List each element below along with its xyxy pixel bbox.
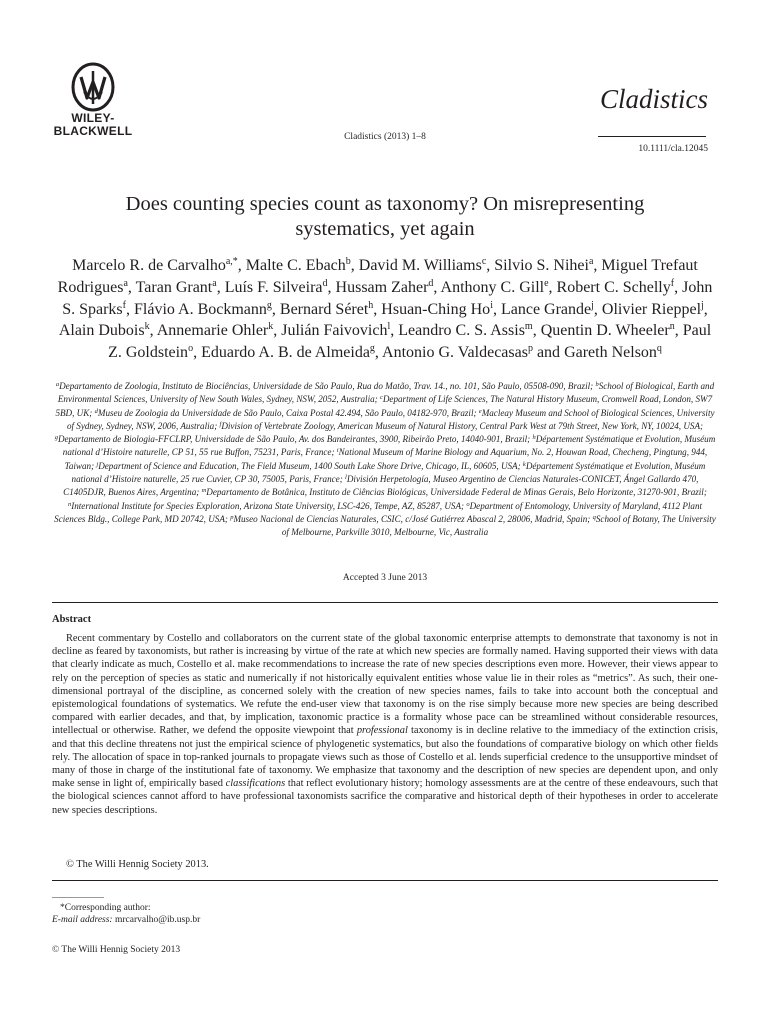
author-separator: , bbox=[593, 257, 602, 274]
author-affiliation-marker: e bbox=[544, 277, 549, 289]
affiliation-key: p bbox=[230, 513, 234, 521]
author-name: Alain Dubois bbox=[58, 322, 145, 340]
author-name: Miguel Trefaut Rodrigues bbox=[57, 257, 698, 296]
author-separator: , bbox=[433, 278, 441, 296]
author-separator: , bbox=[674, 278, 683, 296]
affiliation-key: h bbox=[532, 434, 536, 442]
affiliation-text: Departamento de Biologia-FFCLRP, Universidade de São Paulo, Av. dos Bandeirantes, 3900, Ribeirão Preto, 14040-901, Brazil; bbox=[57, 434, 531, 445]
author-name: Hussam Zaher bbox=[335, 278, 429, 296]
affiliation-text: Department of Entomology, University of Maryland, 4112 Plant Sciences Bldg., College Park, MD 20742, USA; bbox=[54, 500, 703, 524]
affiliation-text: División Herpetología, Museo Argentino de Ciencias Naturales-CONICET, Ángel Gallardo 470, C1405DJR, Buenos Aires, Argentina; bbox=[63, 474, 699, 498]
author-affiliation-marker: o bbox=[188, 343, 194, 355]
author-name: Marcelo R. de Carvalho bbox=[72, 257, 226, 274]
author-name: Silvio S. Nihei bbox=[494, 257, 589, 274]
affiliation-key: a bbox=[55, 381, 60, 388]
author-name: Paul Z. Goldstein bbox=[108, 322, 712, 362]
author-separator: , bbox=[486, 257, 495, 274]
author-name: Eduardo A. B. de Almeida bbox=[201, 344, 370, 362]
author-name: Robert C. Schelly bbox=[556, 278, 671, 296]
affiliation-text: Museo Nacional de Ciencias Naturales, CSIC, c/José Gutiérrez Abascal 2, 28006, Madrid, Spain; bbox=[233, 513, 591, 524]
author-affiliation-marker: q bbox=[656, 343, 662, 355]
affiliation-text: International Institute for Species Exploration, Arizona State University, LSC-426, Tempe, AZ, 85287, USA; bbox=[71, 500, 465, 511]
author-affiliation-marker: d bbox=[428, 277, 434, 289]
abstract-italic-term: classifications bbox=[225, 778, 286, 790]
title-line-2: systematics, yet again bbox=[295, 218, 475, 240]
abstract-body bbox=[52, 632, 718, 817]
author-affiliation-marker: a bbox=[212, 277, 217, 289]
author-affiliation-marker: c bbox=[481, 256, 487, 267]
publisher-name-line2: BLACKWELL bbox=[53, 124, 133, 138]
affiliation-key: e bbox=[478, 407, 482, 415]
abstract-text: taxonomy is in decline relative to the immediacy of the extinction crisis, and that this decline threatens not just the empirical science of phylogenetic systematics, but also the foundations of comparative biology on which other fields rely. The allocation of space in top-ranked journals to propagate views such as those of Costello et al. lends superficial credence to the unsupportive mindset of many of those in charge of the institutional fate of taxonomy. We emphasize that taxonomy and the description of new species are dependent upon, and only make sense in light of, empirically based bbox=[52, 725, 718, 790]
affiliation-text: School of Botany, The University of Melbourne, Parkville 3010, Melbourne, Vic, Australia bbox=[281, 513, 716, 538]
email-footnote bbox=[52, 915, 200, 925]
abstract-text: Recent commentary by Costello and collaborators on the current state of the global taxonomic enterprise attempts to demonstrate that taxonomy is not in decline as feared by taxonomists, but rather is increasing by virtue of the rate at which new species are formally named. Having supported their views with data that clearly indicate as much, Costello et al. make recommendations to increase the rate of new species descriptions even more. However, their views appear to rely on the perception of species as static and numerically if not historically equivalent entities whose value lie in their roles as “metrics”. As such, their one-dimensional portrayal of the discipline, as concerned solely with the creation of new species names, fails to take into account both the conceptual and epistemological foundations of systematics. We refute the end-user view that taxonomy is on the rise simply because more new species are being described compared with earlier decades, and that, by implication, taxonomic practice is a formality whose pace can be streamlined without considerable resources, intellectual or otherwise. Rather, we defend the opposite viewpoint that bbox=[52, 633, 718, 737]
affiliation-text: Département Systématique et Evolution, Muséum national d’Histoire naturelle, CP 51, 55 rue Buffon, 75231, Paris, France; bbox=[62, 434, 716, 458]
author-separator: , bbox=[127, 278, 136, 296]
author-affiliation-marker: h bbox=[368, 299, 374, 311]
author-name: Anthony C. Gill bbox=[440, 278, 545, 296]
author-name: Bernard Séret bbox=[279, 300, 369, 318]
corresponding-author-note: *Corresponding author: bbox=[60, 903, 151, 913]
author-separator: , bbox=[548, 278, 557, 296]
author-affiliation-marker: l bbox=[387, 321, 391, 333]
author-separator: , bbox=[271, 300, 280, 318]
affiliation-text: Museu de Zoologia da Universidade de São Paulo, Caixa Postal 42.494, São Paulo, 04182-970, Brazil; bbox=[97, 407, 477, 418]
author-name: Gareth Nelson bbox=[564, 344, 657, 362]
author-separator: and bbox=[532, 344, 565, 362]
email-label: E-mail address: bbox=[52, 915, 113, 925]
title-line-1: Does counting species count as taxonomy? On misrepresenting bbox=[125, 193, 645, 215]
affiliation-key: d bbox=[94, 407, 98, 415]
affiliation-key: l bbox=[345, 474, 347, 482]
author-separator: , bbox=[703, 300, 708, 318]
author-affiliation-marker: a bbox=[588, 256, 594, 267]
author-name: John S. Sparks bbox=[62, 278, 713, 318]
affiliation-text: Macleay Museum and School of Biological Sciences, University of Sydney, Sydney, NSW, 2006, Australia; bbox=[66, 407, 715, 431]
author-separator: , bbox=[532, 322, 541, 340]
affiliation-text: Departamento de Botânica, Instituto de Ciências Biológicas, Universidade Federal de Minas Gerais, Belo Horizonte, 31270-901, Brazil; bbox=[206, 487, 707, 498]
affiliation-text: Département Systématique et Evolution, Muséum national d’Histoire naturelle, 25 rue Cuvier, CP 30, 75005, Paris, France; bbox=[71, 460, 706, 485]
affiliation-text: Department of Science and Education, The Field Museum, 1400 South Lake Shore Drive, Chicago, IL, 60605, USA; bbox=[98, 460, 521, 471]
author-name: Leandro C. S. Assis bbox=[398, 322, 525, 340]
accepted-date: Accepted 3 June 2013 bbox=[342, 573, 428, 583]
author-affiliation-marker: p bbox=[527, 343, 533, 355]
affiliation-key: b bbox=[595, 381, 599, 388]
author-name: Taran Grant bbox=[135, 278, 213, 296]
author-affiliation-marker: k bbox=[268, 321, 274, 333]
author-affiliation-marker: f bbox=[122, 299, 126, 311]
author-affiliation-marker: m bbox=[524, 321, 533, 333]
affiliation-key: i bbox=[336, 447, 339, 455]
affiliation-key: j bbox=[96, 460, 99, 468]
author-name: Antonio G. Valdecasas bbox=[382, 344, 528, 362]
author-affiliation-marker: b bbox=[345, 256, 351, 267]
author-name: Lance Grande bbox=[500, 300, 592, 318]
publisher-logo bbox=[52, 62, 134, 138]
affiliation-text: Departamento de Zoologia, Instituto de Biociências, Universidade de São Paulo, Rua do Matão, Trav. 14., no. 101, São Paulo, 05508-090, Brazil; bbox=[59, 381, 594, 391]
journal-citation: Cladistics (2013) 1–8 bbox=[344, 132, 426, 142]
affiliation-key: o bbox=[466, 500, 470, 508]
author-affiliation-marker: g bbox=[369, 343, 375, 355]
affiliation-key: n bbox=[67, 500, 72, 508]
author-separator: , bbox=[193, 344, 202, 362]
author-affiliation-marker: k bbox=[144, 321, 150, 333]
author-affiliation-marker: a,* bbox=[225, 256, 238, 267]
article-title bbox=[60, 192, 710, 242]
abstract-heading: Abstract bbox=[52, 614, 92, 625]
author-name: Julián Faivovich bbox=[281, 322, 388, 340]
wiley-logo-icon bbox=[70, 62, 116, 112]
affiliation-text: Department of Life Sciences, The Natural History Museum, Cromwell Road, London, SW7 5BD, UK; bbox=[55, 394, 713, 418]
affiliation-key: k bbox=[522, 460, 526, 468]
abstract-copyright: © The Willi Hennig Society 2013. bbox=[66, 859, 209, 870]
abstract-italic-term: professional bbox=[356, 725, 408, 737]
author-affiliation-marker: j bbox=[591, 299, 594, 311]
author-name: Quentin D. Wheeler bbox=[540, 322, 670, 340]
divider bbox=[52, 880, 718, 881]
author-affiliation-marker: j bbox=[701, 299, 704, 311]
author-separator: , bbox=[327, 278, 336, 296]
author-name: Flávio A. Bockmann bbox=[134, 300, 267, 318]
affiliation-key: g bbox=[54, 434, 58, 442]
author-affiliation-marker: d bbox=[322, 277, 328, 289]
author-separator: , bbox=[674, 322, 683, 340]
author-name: Malte C. Ebach bbox=[245, 257, 346, 274]
author-separator: , bbox=[273, 322, 282, 340]
affiliation-key: q bbox=[592, 513, 596, 521]
author-separator: , bbox=[126, 300, 134, 318]
affiliation-text: National Museum of Marine Biology and Aquarium, No. 2, Houwan Road, Checheng, Pingtung, 944, Taiwan; bbox=[64, 447, 708, 471]
affiliation-text: School of Biological, Earth and Environmental Sciences, University of New South Wales, Sydney, NSW, 2052, Australia; bbox=[57, 381, 715, 405]
author-separator: , bbox=[593, 300, 602, 318]
author-separator: , bbox=[350, 257, 359, 274]
abstract-text: that reflect evolutionary history; homology assessments are at the centre of these endeavours, such that the biological sciences cannot afford to have professional taxonomists sacrifice the comparative and historical depth of their hypotheses in order to accelerate new species descriptions. bbox=[52, 778, 718, 816]
affiliations bbox=[52, 380, 718, 540]
author-name: Luís F. Silveira bbox=[224, 278, 323, 296]
author-separator: , bbox=[492, 300, 501, 318]
author-name: David M. Williams bbox=[358, 257, 482, 274]
divider bbox=[52, 602, 718, 603]
author-list bbox=[52, 255, 718, 364]
publisher-name-line1: WILEY- bbox=[71, 111, 115, 125]
affiliation-key: f bbox=[219, 420, 222, 428]
journal-rule bbox=[598, 136, 706, 137]
footer-copyright: © The Willi Hennig Society 2013 bbox=[52, 945, 181, 955]
journal-name: Cladistics bbox=[599, 84, 708, 114]
author-affiliation-marker: a bbox=[123, 277, 128, 289]
affiliation-key: m bbox=[201, 487, 207, 495]
author-affiliation-marker: i bbox=[490, 299, 493, 311]
author-separator: , bbox=[373, 300, 382, 318]
author-separator: , bbox=[237, 257, 246, 274]
author-separator: , bbox=[374, 344, 383, 362]
email-link[interactable]: mrcarvalho@ib.usp.br bbox=[114, 915, 201, 925]
author-affiliation-marker: g bbox=[266, 299, 272, 311]
author-name: Annemarie Ohler bbox=[156, 322, 269, 340]
author-affiliation-marker: n bbox=[669, 321, 675, 333]
author-name: Hsuan-Ching Ho bbox=[381, 300, 491, 318]
affiliation-key: c bbox=[379, 394, 383, 402]
author-separator: , bbox=[216, 278, 225, 296]
author-separator: , bbox=[390, 322, 399, 340]
affiliation-text: Division of Vertebrate Zoology, American Museum of Natural History, Central Park West at 79th Street, New York, NY, 10024, USA; bbox=[221, 420, 704, 431]
author-affiliation-marker: f bbox=[670, 277, 675, 289]
footnote-rule bbox=[52, 897, 104, 898]
author-separator: , bbox=[149, 322, 157, 340]
author-name: Olivier Rieppel bbox=[601, 300, 702, 318]
doi[interactable]: 10.1111/cla.12045 bbox=[638, 144, 708, 154]
